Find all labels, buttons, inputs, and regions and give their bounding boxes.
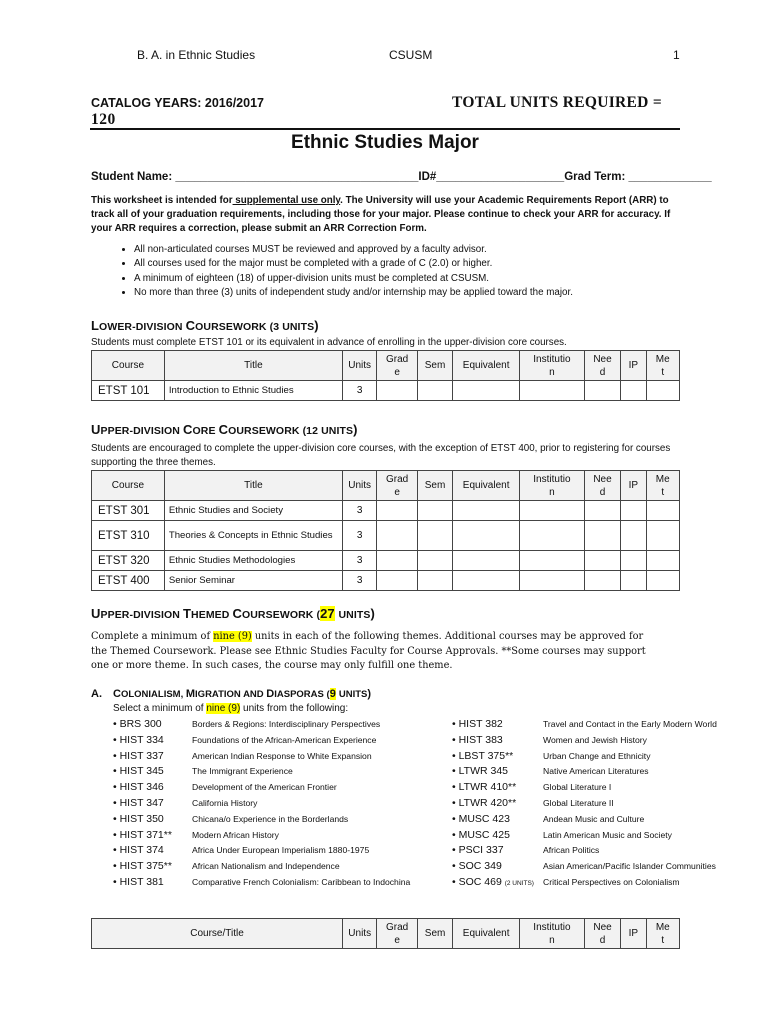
running-header-program: B. A. in Ethnic Studies xyxy=(137,48,256,62)
course-title: Ethnic Studies Methodologies xyxy=(164,551,342,571)
course-title: African Nationalism and Independence xyxy=(192,861,340,872)
col-need: Nee d xyxy=(584,919,620,949)
ip-cell[interactable] xyxy=(621,551,646,571)
col-grade: Grad e xyxy=(377,351,417,381)
theme-a-instruction: Select a minimum of nine (9) units from the following: xyxy=(113,703,349,714)
col-ip: IP xyxy=(621,919,646,949)
course-title: Latin American Music and Society xyxy=(543,829,672,840)
col-equivalent: Equivalent xyxy=(453,471,520,501)
need-cell[interactable] xyxy=(584,501,620,521)
met-cell[interactable] xyxy=(646,501,679,521)
met-cell[interactable] xyxy=(646,571,679,591)
course-units: 3 xyxy=(342,381,376,401)
course-code: ETST 310 xyxy=(92,521,165,551)
course-code: • LTWR 410** xyxy=(452,781,517,794)
total-units-label: TOTAL UNITS REQUIRED = xyxy=(452,94,662,111)
ip-cell[interactable] xyxy=(621,571,646,591)
ip-cell[interactable] xyxy=(621,381,646,401)
table-row xyxy=(92,381,680,401)
course-code: • HIST 350 xyxy=(113,812,164,825)
course-title: Critical Perspectives on Colonialism xyxy=(543,877,680,887)
course-code: • HIST 347 xyxy=(113,797,164,809)
col-sem: Sem xyxy=(417,351,452,381)
course-code: • HIST 371** xyxy=(113,828,172,841)
course-code: • LTWR 345 xyxy=(452,765,508,778)
table-row xyxy=(92,521,680,551)
course-title: Comparative French Colonialism: Caribbean to Indochina xyxy=(192,877,411,887)
course-code: ETST 301 xyxy=(92,501,165,521)
col-units: Units xyxy=(342,471,376,501)
sem-cell[interactable] xyxy=(417,381,452,401)
highlighted-units: 9 xyxy=(329,688,336,700)
col-course: Course xyxy=(92,471,165,501)
col-units: Units xyxy=(342,919,376,949)
course-title: California History xyxy=(192,798,258,808)
course-title: Modern African History xyxy=(192,829,279,840)
col-met: Me t xyxy=(646,919,679,949)
header-rule xyxy=(90,128,680,130)
sem-cell[interactable] xyxy=(417,521,452,551)
col-title: Title xyxy=(164,471,342,501)
col-met: Me t xyxy=(646,351,679,381)
requirement-item: • No more than three (3) units of independent study and/or internship may be applied toward the major. xyxy=(134,286,573,300)
course-title: Introduction to Ethnic Studies xyxy=(164,381,342,401)
course-title: Native American Literatures xyxy=(543,766,649,777)
units-note: (2 UNITS) xyxy=(504,880,534,887)
equivalent-cell[interactable] xyxy=(453,381,520,401)
course-title: Senior Seminar xyxy=(164,571,342,591)
col-need: Nee d xyxy=(584,471,620,501)
section-heading-lower-division: LOWER-DIVISION COURSEWORK (3 UNITS) xyxy=(91,318,319,333)
col-ip: IP xyxy=(621,471,646,501)
requirements-list xyxy=(118,243,573,301)
course-code: • MUSC 425 xyxy=(452,828,510,841)
equivalent-cell[interactable] xyxy=(453,551,520,571)
col-sem: Sem xyxy=(417,471,452,501)
course-title: Women and Jewish History xyxy=(543,734,647,745)
sem-cell[interactable] xyxy=(417,501,452,521)
worksheet-disclaimer: This worksheet is intended for supplemental use only. The University will use your Academic Requirements Report (ARR) to track all of your graduation requirements, including those for your major. Please continue to check your ARR for accuracy. If your ARR requires a correction, please submit an ARR Correction Form. xyxy=(91,195,671,234)
course-title: Foundations of the African-American Experience xyxy=(192,734,377,745)
course-units: 3 xyxy=(342,551,376,571)
course-code: • HIST 345 xyxy=(113,765,164,778)
requirement-item: • A minimum of eighteen (18) of upper-division units must be completed at CSUSM. xyxy=(134,272,573,286)
ip-cell[interactable] xyxy=(621,521,646,551)
met-cell[interactable] xyxy=(646,381,679,401)
table-header-row xyxy=(92,471,680,501)
catalog-years: CATALOG YEARS: 2016/2017 xyxy=(91,96,264,110)
table-header-row xyxy=(92,351,680,381)
institution-cell[interactable] xyxy=(520,551,585,571)
need-cell[interactable] xyxy=(584,551,620,571)
course-code: • HIST 374 xyxy=(113,844,164,857)
grade-cell[interactable] xyxy=(377,551,417,571)
col-course: Course xyxy=(92,351,165,381)
course-title: Borders & Regions: Interdisciplinary Perspectives xyxy=(192,719,381,729)
table-header-row xyxy=(92,919,680,949)
highlighted-nine: nine (9) xyxy=(206,703,241,714)
running-header-university: CSUSM xyxy=(389,48,433,62)
table-row xyxy=(92,571,680,591)
section-heading-core: UPPER-DIVISION CORE COURSEWORK (12 UNITS) xyxy=(91,422,358,437)
sem-cell[interactable] xyxy=(417,571,452,591)
requirement-item: • All courses used for the major must be completed with a grade of C (2.0) or higher. xyxy=(134,257,573,271)
equivalent-cell[interactable] xyxy=(453,521,520,551)
lower-division-note: Students must complete ETST 101 or its equivalent in advance of enrolling in the upper-division core courses. xyxy=(91,337,567,348)
col-grade: Grad e xyxy=(377,919,417,949)
col-institution: Institutio n xyxy=(520,919,585,949)
course-code: • LTWR 420** xyxy=(452,797,517,809)
core-note: Students are encouraged to complete the upper-division core courses, with the exception of ETST 400, prior to registering for courses supporting the three themes. xyxy=(91,443,671,468)
need-cell[interactable] xyxy=(584,381,620,401)
col-institution: Institutio n xyxy=(520,471,585,501)
course-title: Global Literature II xyxy=(543,798,614,808)
col-equivalent: Equivalent xyxy=(453,919,520,949)
course-title: Andean Music and Culture xyxy=(543,813,645,824)
total-units-value: 120 xyxy=(91,111,116,128)
page-number: 1 xyxy=(673,48,680,62)
course-title: Theories & Concepts in Ethnic Studies xyxy=(164,521,342,551)
course-title: Travel and Contact in the Early Modern World xyxy=(543,719,717,729)
equivalent-cell[interactable] xyxy=(453,571,520,591)
grade-cell[interactable] xyxy=(377,521,417,551)
grade-cell[interactable] xyxy=(377,381,417,401)
course-code: • HIST 383 xyxy=(452,733,503,746)
course-code: • SOC 469 (2 UNITS) xyxy=(452,876,534,888)
sem-cell[interactable] xyxy=(417,551,452,571)
section-heading-themed: UPPER-DIVISION THEMED COURSEWORK (27 UNITS) xyxy=(91,606,375,621)
col-units: Units xyxy=(342,351,376,381)
met-cell[interactable] xyxy=(646,521,679,551)
core-table xyxy=(91,470,680,591)
course-code: • MUSC 423 xyxy=(452,812,510,825)
course-units: 3 xyxy=(342,501,376,521)
col-met: Me t xyxy=(646,471,679,501)
grade-cell[interactable] xyxy=(377,501,417,521)
course-title: Development of the American Frontier xyxy=(192,782,337,793)
course-code: ETST 101 xyxy=(92,381,165,401)
institution-cell[interactable] xyxy=(520,521,585,551)
table-row xyxy=(92,501,680,521)
institution-cell[interactable] xyxy=(520,571,585,591)
course-code: • HIST 375** xyxy=(113,860,172,873)
course-code: • LBST 375** xyxy=(452,749,514,762)
course-code: • HIST 382 xyxy=(452,718,503,730)
course-code: • SOC 349 xyxy=(452,860,502,873)
requirement-item: • All non-articulated courses MUST be reviewed and approved by a faculty advisor. xyxy=(134,243,573,257)
course-title: African Politics xyxy=(543,845,600,856)
table-row xyxy=(92,551,680,571)
highlighted-units: 27 xyxy=(320,606,335,621)
grade-cell[interactable] xyxy=(377,571,417,591)
col-need: Nee d xyxy=(584,351,620,381)
col-institution: Institutio n xyxy=(520,351,585,381)
col-course-title: Course/Title xyxy=(92,919,343,949)
institution-cell[interactable] xyxy=(520,501,585,521)
course-units: 3 xyxy=(342,571,376,591)
course-title: Ethnic Studies and Society xyxy=(164,501,342,521)
highlighted-nine: nine (9) xyxy=(213,631,252,642)
course-title: The Immigrant Experience xyxy=(192,766,293,777)
need-cell[interactable] xyxy=(584,571,620,591)
course-code: ETST 400 xyxy=(92,571,165,591)
course-code: • BRS 300 xyxy=(113,718,162,730)
course-code: • HIST 346 xyxy=(113,781,164,794)
theme-a-heading: A. COLONIALISM, MIGRATION AND DIASPORAS (9 UNITS) xyxy=(91,688,372,700)
col-sem: Sem xyxy=(417,919,452,949)
course-code: • PSCI 337 xyxy=(452,844,504,857)
col-title: Title xyxy=(164,351,342,381)
page-title: Ethnic Studies Major xyxy=(291,132,479,153)
institution-cell[interactable] xyxy=(520,381,585,401)
course-title: American Indian Response to White Expansion xyxy=(192,750,372,761)
themed-course-table xyxy=(91,918,680,949)
student-info-line: Student Name: ______________________________________ID#____________________Grad Term: _____________ xyxy=(91,171,712,183)
equivalent-cell[interactable] xyxy=(453,501,520,521)
course-code: • HIST 337 xyxy=(113,749,164,762)
course-code: • HIST 334 xyxy=(113,733,164,746)
course-units: 3 xyxy=(342,521,376,551)
course-title: Asian American/Pacific Islander Communities xyxy=(543,861,716,872)
course-title: Africa Under European Imperialism 1880-1975 xyxy=(192,845,370,856)
ip-cell[interactable] xyxy=(621,501,646,521)
col-ip: IP xyxy=(621,351,646,381)
course-title: Urban Change and Ethnicity xyxy=(543,750,651,761)
course-code: ETST 320 xyxy=(92,551,165,571)
col-grade: Grad e xyxy=(377,471,417,501)
lower-division-table xyxy=(91,350,680,401)
course-title: Chicana/o Experience in the Borderlands xyxy=(192,813,349,824)
course-title: Global Literature I xyxy=(543,782,612,793)
met-cell[interactable] xyxy=(646,551,679,571)
themed-instructions: Complete a minimum of nine (9) units in each of the following themes. Additional courses may be approved for the Themed Coursework. Please see Ethnic Studies Faculty for Course Approvals. **Some courses may support one or more theme. In such cases, the course may only fulfill one theme. xyxy=(91,631,646,671)
col-equivalent: Equivalent xyxy=(453,351,520,381)
course-code: • HIST 381 xyxy=(113,876,164,888)
need-cell[interactable] xyxy=(584,521,620,551)
